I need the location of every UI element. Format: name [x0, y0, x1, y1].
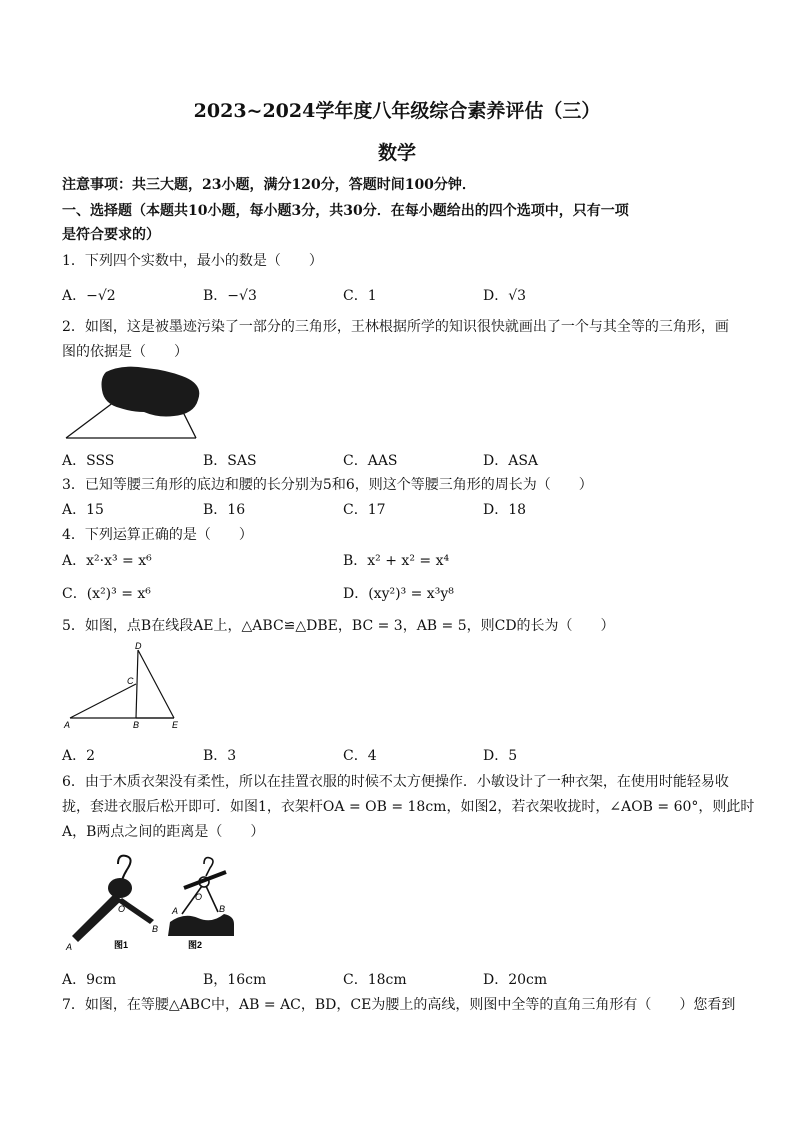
q2-ink-blot [102, 367, 200, 417]
hanger-arm-oa [72, 894, 122, 942]
q3-stem: 3．已知等腰三角形的底边和腰的长分别为5和6，则这个等腰三角形的周长为（ ） [62, 477, 593, 493]
q5-option-b[interactable]: B．3 [203, 748, 237, 764]
q1-stem: 1．下列四个实数中，最小的数是（ ） [62, 253, 323, 269]
q6-fig1-caption: 图1 [114, 940, 129, 950]
q1-option-c[interactable]: C．1 [343, 288, 377, 304]
q4-option-d[interactable]: D．(xy²)³ = x³y⁸ [343, 586, 454, 602]
q6-figure-2-hanger [164, 852, 240, 952]
subject-title: 数学 [377, 142, 416, 164]
q6-option-d[interactable]: D．20cm [483, 972, 548, 988]
q6-option-b[interactable]: B，16cm [203, 972, 267, 988]
q4-option-c[interactable]: C．(x²)³ = x⁶ [62, 586, 151, 602]
q5-stem: 5．如图，点B在线段AE上，△ABC≌△DBE，BC = 3，AB = 5，则CD的长为（ ） [62, 618, 615, 634]
q5-option-a[interactable]: A．2 [62, 748, 96, 764]
hanger2-crossbar [184, 872, 226, 888]
section-heading-line1: 一、选择题（本题共10小题，每小题3分，共30分．在每小题给出的四个选项中，只有一项 [62, 203, 629, 219]
q5-option-d[interactable]: D．5 [483, 748, 518, 764]
q2-ink-triangle-figure [62, 362, 202, 444]
q6-fig2-caption: 图2 [188, 940, 203, 950]
q1-option-d[interactable]: D．√3 [483, 288, 527, 304]
q2-option-c[interactable]: C．AAS [343, 453, 398, 469]
q5-option-c[interactable]: C．4 [343, 748, 377, 764]
q5-segment-de [138, 650, 174, 718]
q5-label-c: C [127, 676, 134, 686]
q6-fig1-label-o: O [118, 904, 126, 914]
q6-stem-line3: A，B两点之间的距离是（ ） [62, 824, 265, 840]
q5-label-b: B [133, 720, 140, 730]
q5-label-a: A [64, 720, 71, 730]
exam-title: 2023~2024学年度八年级综合素养评估（三） [193, 100, 601, 122]
q5-triangle-figure [62, 640, 192, 732]
q6-fig1-label-b: B [152, 924, 159, 934]
q1-option-a[interactable]: A．−√2 [62, 288, 116, 304]
q6-fig2-label-a: A [172, 906, 179, 916]
q6-option-c[interactable]: C．18cm [343, 972, 407, 988]
q2-stem-line2: 图的依据是（ ） [62, 344, 188, 360]
q4-stem: 4．下列运算正确的是（ ） [62, 527, 253, 543]
q6-fig2-label-b: B [219, 904, 226, 914]
q2-option-a[interactable]: A．SSS [62, 453, 115, 469]
notice-text: 注意事项：共三大题，23小题，满分120分，答题时间100分钟． [62, 177, 476, 193]
q5-label-d: D [135, 641, 142, 651]
q2-option-d[interactable]: D．ASA [483, 453, 539, 469]
q2-stem-line1: 2．如图，这是被墨迹污染了一部分的三角形，王林根据所学的知识很快就画出了一个与其全等的三角形，画 [62, 319, 729, 335]
q6-stem-line1: 6．由于木质衣架没有柔性，所以在挂置衣服的时候不太方便操作．小敏设计了一种衣架，在使用时能轻易收 [62, 774, 729, 790]
q6-figure-1-hanger [62, 850, 162, 950]
hanger2-arm-ob [206, 886, 218, 912]
q3-option-d[interactable]: D．18 [483, 502, 527, 518]
q3-option-a[interactable]: A．15 [62, 502, 104, 518]
q6-stem-line2: 拢，套进衣服后松开即可．如图1，衣架杆OA = OB = 18cm，如图2，若衣架收拢时，∠AOB = 60°，则此时 [62, 799, 755, 815]
hanger-hook-icon [118, 856, 131, 880]
q4-option-b[interactable]: B．x² + x² = x⁴ [343, 553, 450, 569]
q6-option-a[interactable]: A．9cm [62, 972, 117, 988]
q3-option-c[interactable]: C．17 [343, 502, 386, 518]
q6-fig1-label-a: A [66, 942, 73, 950]
q3-option-b[interactable]: B．16 [203, 502, 246, 518]
q5-label-e: E [172, 720, 179, 730]
q4-option-a[interactable]: A．x²·x³ = x⁶ [62, 553, 152, 569]
q1-option-b[interactable]: B．−√3 [203, 288, 257, 304]
q2-option-b[interactable]: B．SAS [203, 453, 257, 469]
q5-segment-ac [70, 684, 136, 718]
hanger-body [108, 878, 132, 898]
q7-stem: 7．如图，在等腰△ABC中，AB = AC，BD，CE为腰上的高线，则图中全等的直角三角形有（ ）您看到 [62, 997, 736, 1013]
hanger2-base [168, 914, 234, 936]
q5-segment-bd [136, 650, 138, 718]
hanger2-hook-icon [204, 858, 213, 876]
q6-fig2-label-o: O [195, 892, 203, 902]
section-heading-line2: 是符合要求的） [62, 227, 160, 243]
